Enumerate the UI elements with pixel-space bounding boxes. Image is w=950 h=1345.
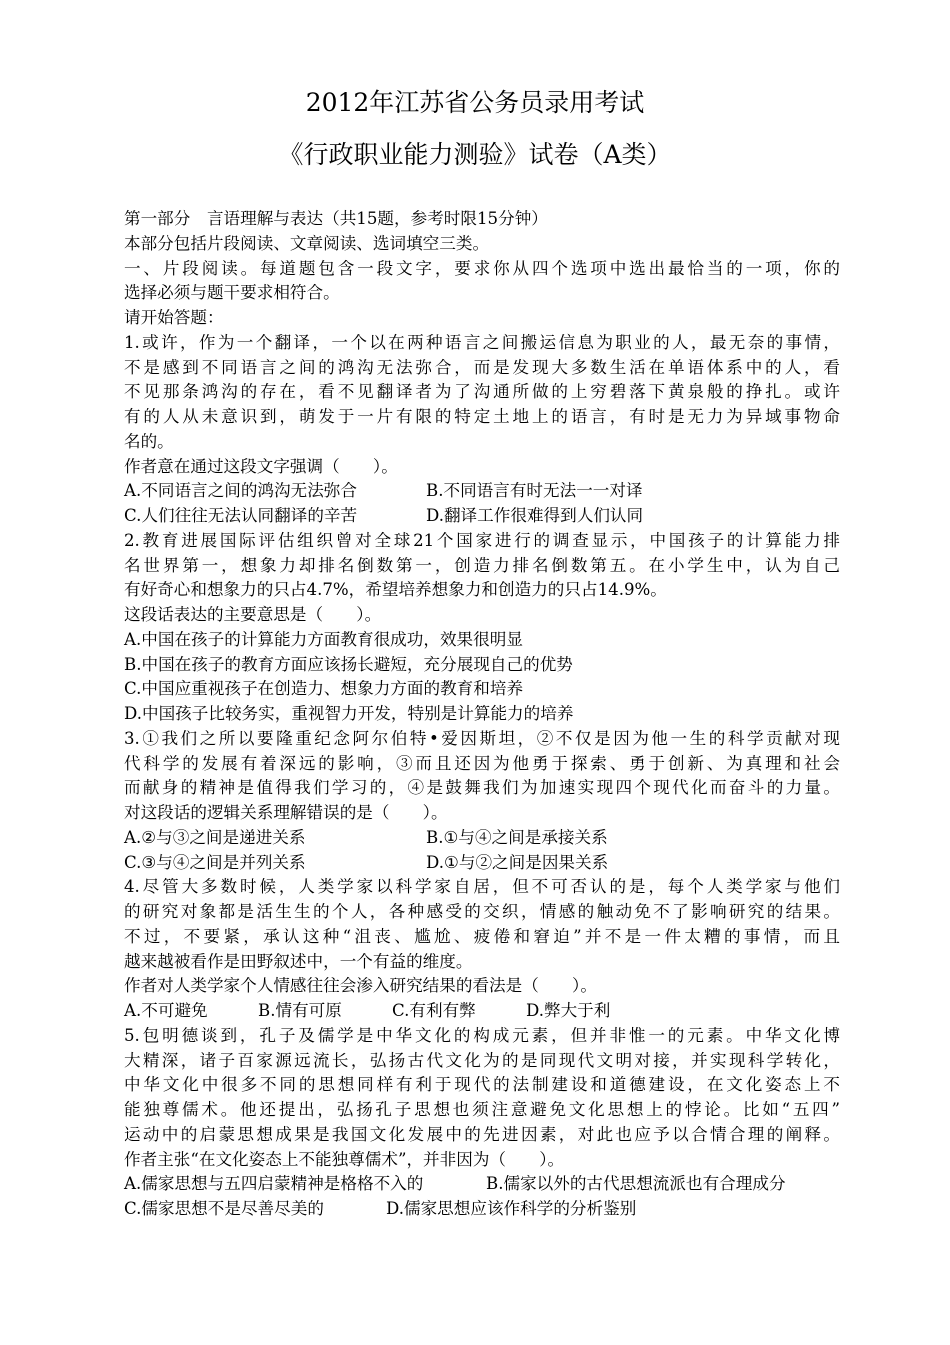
question-3 bbox=[124, 727, 840, 876]
option-row bbox=[124, 851, 840, 876]
instruction-line: 一、片段阅读。每道题包含一段文字，要求你从四个选项中选出最恰当的一项，你的 bbox=[124, 258, 840, 278]
question-text-line: 不见那条鸿沟的存在，看不见翻译者为了沟通所做的上穷碧落下黄泉般的挣扎。或许 bbox=[124, 382, 840, 402]
question-text-line: 名的。 bbox=[124, 431, 174, 451]
option-d: D.中国孩子比较务实，重视智力开发，特别是计算能力的培养 bbox=[124, 704, 574, 723]
question-stem: 作者对人类学家个人情感往往会渗入研究结果的看法是（ ）。 bbox=[124, 976, 597, 996]
question-text-line: 名世界第一，想象力却排名倒数第一，创造力排名倒数第五。在小学生中，认为自己 bbox=[124, 555, 840, 575]
question-text-line: 运动中的启蒙思想成果是我国文化发展中的先进因素，对此也应予以合情合理的阐释。 bbox=[124, 1124, 840, 1144]
question-text-line: 有的人从未意识到，萌发于一片有限的特定土地上的语言，有时是无力为异域事物命 bbox=[124, 407, 840, 426]
question-text-line: 代科学的发展有着深远的影响，③而且还因为他勇于探索、勇于创新、为真理和社会 bbox=[124, 753, 840, 773]
option-row bbox=[124, 1197, 840, 1222]
option-row bbox=[124, 999, 840, 1024]
question-stem: 这段话表达的主要意思是（ ）。 bbox=[124, 605, 382, 624]
question-5 bbox=[124, 1024, 840, 1222]
section-heading: 第一部分 言语理解与表达（共15题，参考时限15分钟） bbox=[124, 209, 548, 228]
question-stem: 作者主张“在文化姿态上不能独尊儒术”，并非因为（ ）。 bbox=[124, 1149, 565, 1169]
option-row bbox=[124, 479, 840, 504]
option-a: A.不可避免 bbox=[124, 1001, 208, 1020]
option-c: C.有利有弊 bbox=[392, 1001, 476, 1020]
question-text-line: 能独尊儒术。他还提出，弘扬孔子思想也须注意避免文化思想上的悖论。比如“五四” bbox=[124, 1100, 840, 1119]
question-stem: 作者意在通过这段文字强调（ ）。 bbox=[124, 456, 398, 476]
option-b: B.情有可原 bbox=[258, 1001, 342, 1020]
exam-subtitle: 《行政职业能力测验》试卷（A类） bbox=[278, 140, 672, 169]
question-text-line: 2.教育进展国际评估组织曾对全球21个国家进行的调查显示，中国孩子的计算能力排 bbox=[124, 530, 840, 550]
option-d: D.①与②之间是因果关系 bbox=[426, 852, 609, 872]
option-c: C.中国应重视孩子在创造力、想象力方面的教育和培养 bbox=[124, 679, 524, 699]
option-b: B.①与④之间是承接关系 bbox=[426, 827, 608, 847]
option-c: C.人们往往无法认同翻译的辛苦 bbox=[124, 506, 358, 525]
question-text-line: 越来越被看作是田野叙述中，一个有益的维度。 bbox=[124, 951, 473, 971]
question-text-line: 4.尽管大多数时候，人类学家以科学家自居，但不可否认的是，每个人类学家与他们 bbox=[124, 877, 840, 897]
exam-body bbox=[124, 207, 840, 1222]
question-4 bbox=[124, 875, 840, 1024]
question-text-line: 中华文化中很多不同的思想同样有利于现代的法制建设和道德建设，在文化姿态上不 bbox=[124, 1075, 840, 1095]
question-text-line: 而献身的精神是值得我们学习的，④是鼓舞我们为加速实现四个现代化而奋斗的力量。 bbox=[124, 778, 840, 798]
question-stem: 对这段话的逻辑关系理解错误的是（ ）。 bbox=[124, 803, 448, 822]
option-b: B.儒家以外的古代思想流派也有合理成分 bbox=[486, 1174, 786, 1194]
question-text-line: 不是感到不同语言之间的鸿沟无法弥合，而是发现大多数生活在单语体系中的人，看 bbox=[124, 357, 840, 377]
option-d: D.翻译工作很难得到人们认同 bbox=[426, 506, 644, 525]
option-c: C.儒家思想不是尽善尽美的 bbox=[124, 1199, 324, 1218]
question-text-line: 大精深，诸子百家源远流长，弘扬古代文化为的是同现代文明对接，并实现科学转化， bbox=[124, 1050, 840, 1070]
option-c: C.③与④之间是并列关系 bbox=[124, 852, 306, 872]
exam-title: 2012年江苏省公务员录用考试 bbox=[305, 88, 645, 117]
start-prompt: 请开始答题： bbox=[124, 308, 224, 327]
option-d: D.儒家思想应该作科学的分析鉴别 bbox=[386, 1199, 637, 1218]
section-scope: 本部分包括片段阅读、文章阅读、选词填空三类。 bbox=[124, 233, 490, 253]
option-row bbox=[124, 504, 840, 529]
question-text-line: 3.①我们之所以要隆重纪念阿尔伯特•爱因斯坦，②不仅是因为他一生的科学贡献对现 bbox=[124, 728, 840, 748]
instruction-line: 选择必须与题干要求相符合。 bbox=[124, 283, 340, 303]
question-text-line: 5.包明德谈到，孔子及儒学是中华文化的构成元素，但并非惟一的元素。中华文化博 bbox=[124, 1025, 840, 1045]
question-text-line: 不过，不要紧，承认这种“沮丧、尴尬、疲倦和窘迫”并不是一件太糟的事情，而且 bbox=[124, 926, 840, 946]
option-row bbox=[124, 826, 840, 851]
question-text-line: 有好奇心和想象力的只占4.7%，希望培养想象力和创造力的只占14.9%。 bbox=[124, 580, 667, 600]
question-text-line: 的研究对象都是活生生的个人，各种感受的交织，情感的触动免不了影响研究的结果。 bbox=[124, 902, 840, 921]
option-b: B.不同语言有时无法一一对译 bbox=[426, 481, 643, 501]
option-a: A.②与③之间是递进关系 bbox=[124, 827, 306, 847]
question-2 bbox=[124, 529, 840, 727]
option-b: B.中国在孩子的教育方面应该扬长避短，充分展现自己的优势 bbox=[124, 654, 573, 674]
option-d: D.弊大于利 bbox=[526, 1001, 611, 1020]
option-row bbox=[124, 1172, 840, 1197]
question-text-line: 1.或许，作为一个翻译，一个以在两种语言之间搬运信息为职业的人，最无奈的事情， bbox=[124, 332, 840, 352]
option-a: A.不同语言之间的鸿沟无法弥合 bbox=[124, 481, 357, 501]
option-a: A.儒家思想与五四启蒙精神是格格不入的 bbox=[124, 1174, 424, 1194]
question-1 bbox=[124, 331, 840, 529]
option-a: A.中国在孩子的计算能力方面教育很成功，效果很明显 bbox=[124, 629, 523, 649]
